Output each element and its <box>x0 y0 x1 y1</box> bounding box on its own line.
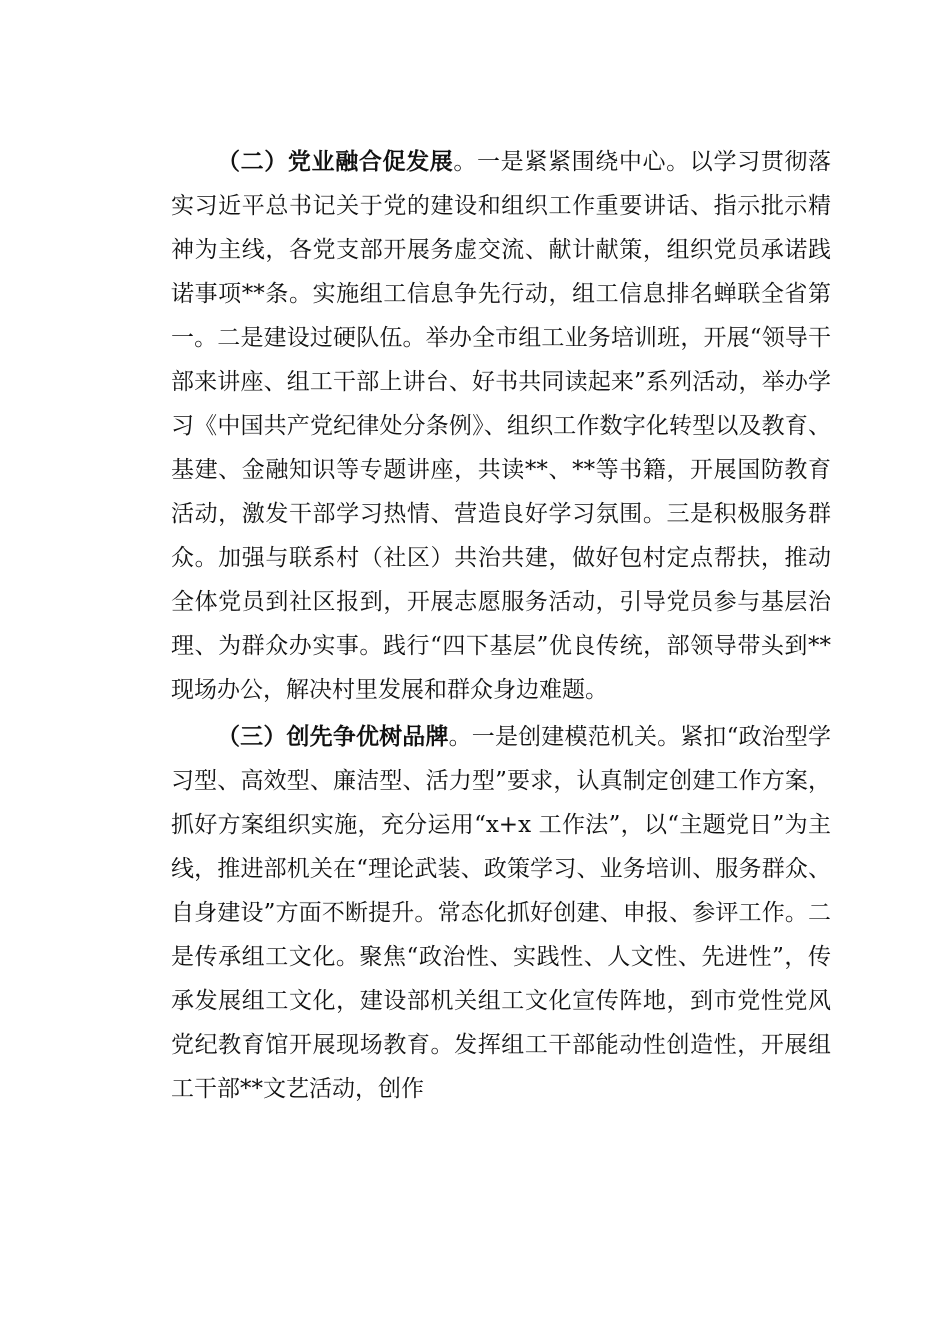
document-body <box>171 140 831 1111</box>
paragraph-excellence-brand <box>171 715 831 1111</box>
paragraph-text: 。一是创建模范机关。紧扣“政治型学习型、高效型、廉洁型、活力型”要求，认真制定创建工作方案，抓好方案组织实施，充分运用“x+x 工作法”，以“主题党日”为主线，推进部机关在“理论武装、政策学习、业务培训、服务群众、自身建设”方面不断提升。常态化抓好创建、申报、参评工作。二是传承组工文化。聚焦“政治性、实践性、人文性、先进性”，传承发展组工文化，建设部机关组工文化宣传阵地，到市党性党风党纪教育馆开展现场教育。发挥组工干部能动性创造性，开展组工干部**文艺活动，创作 <box>171 724 832 1102</box>
paragraph-text: 。一是紧紧围绕中心。以学习贯彻落实习近平总书记关于党的建设和组织工作重要讲话、指示批示精神为主线，各党支部开展务虚交流、献计献策，组织党员承诺践诺事项**条。实施组工信息争先行动，组工信息排名蝉联全省第一。二是建设过硬队伍。举办全市组工业务培训班，开展“领导干部来讲座、组工干部上讲台、好书共同读起来”系列活动，举办学习《中国共产党纪律处分条例》、组织工作数字化转型以及教育、基建、金融知识等专题讲座，共读**、**等书籍，开展国防教育活动，激发干部学习热情、营造良好学习氛围。三是积极服务群众。加强与联系村（社区）共治共建，做好包村定点帮扶，推动全体党员到社区报到，开展志愿服务活动，引导党员参与基层治理、为群众办实事。践行“四下基层”优良传统，部领导带头到**现场办公，解决村里发展和群众身边难题。 <box>171 149 832 703</box>
paragraph-heading: （三）创先争优树品牌 <box>217 723 449 750</box>
paragraph-party-business-integration <box>171 140 831 712</box>
paragraph-heading: （二）党业融合促发展 <box>217 148 454 175</box>
